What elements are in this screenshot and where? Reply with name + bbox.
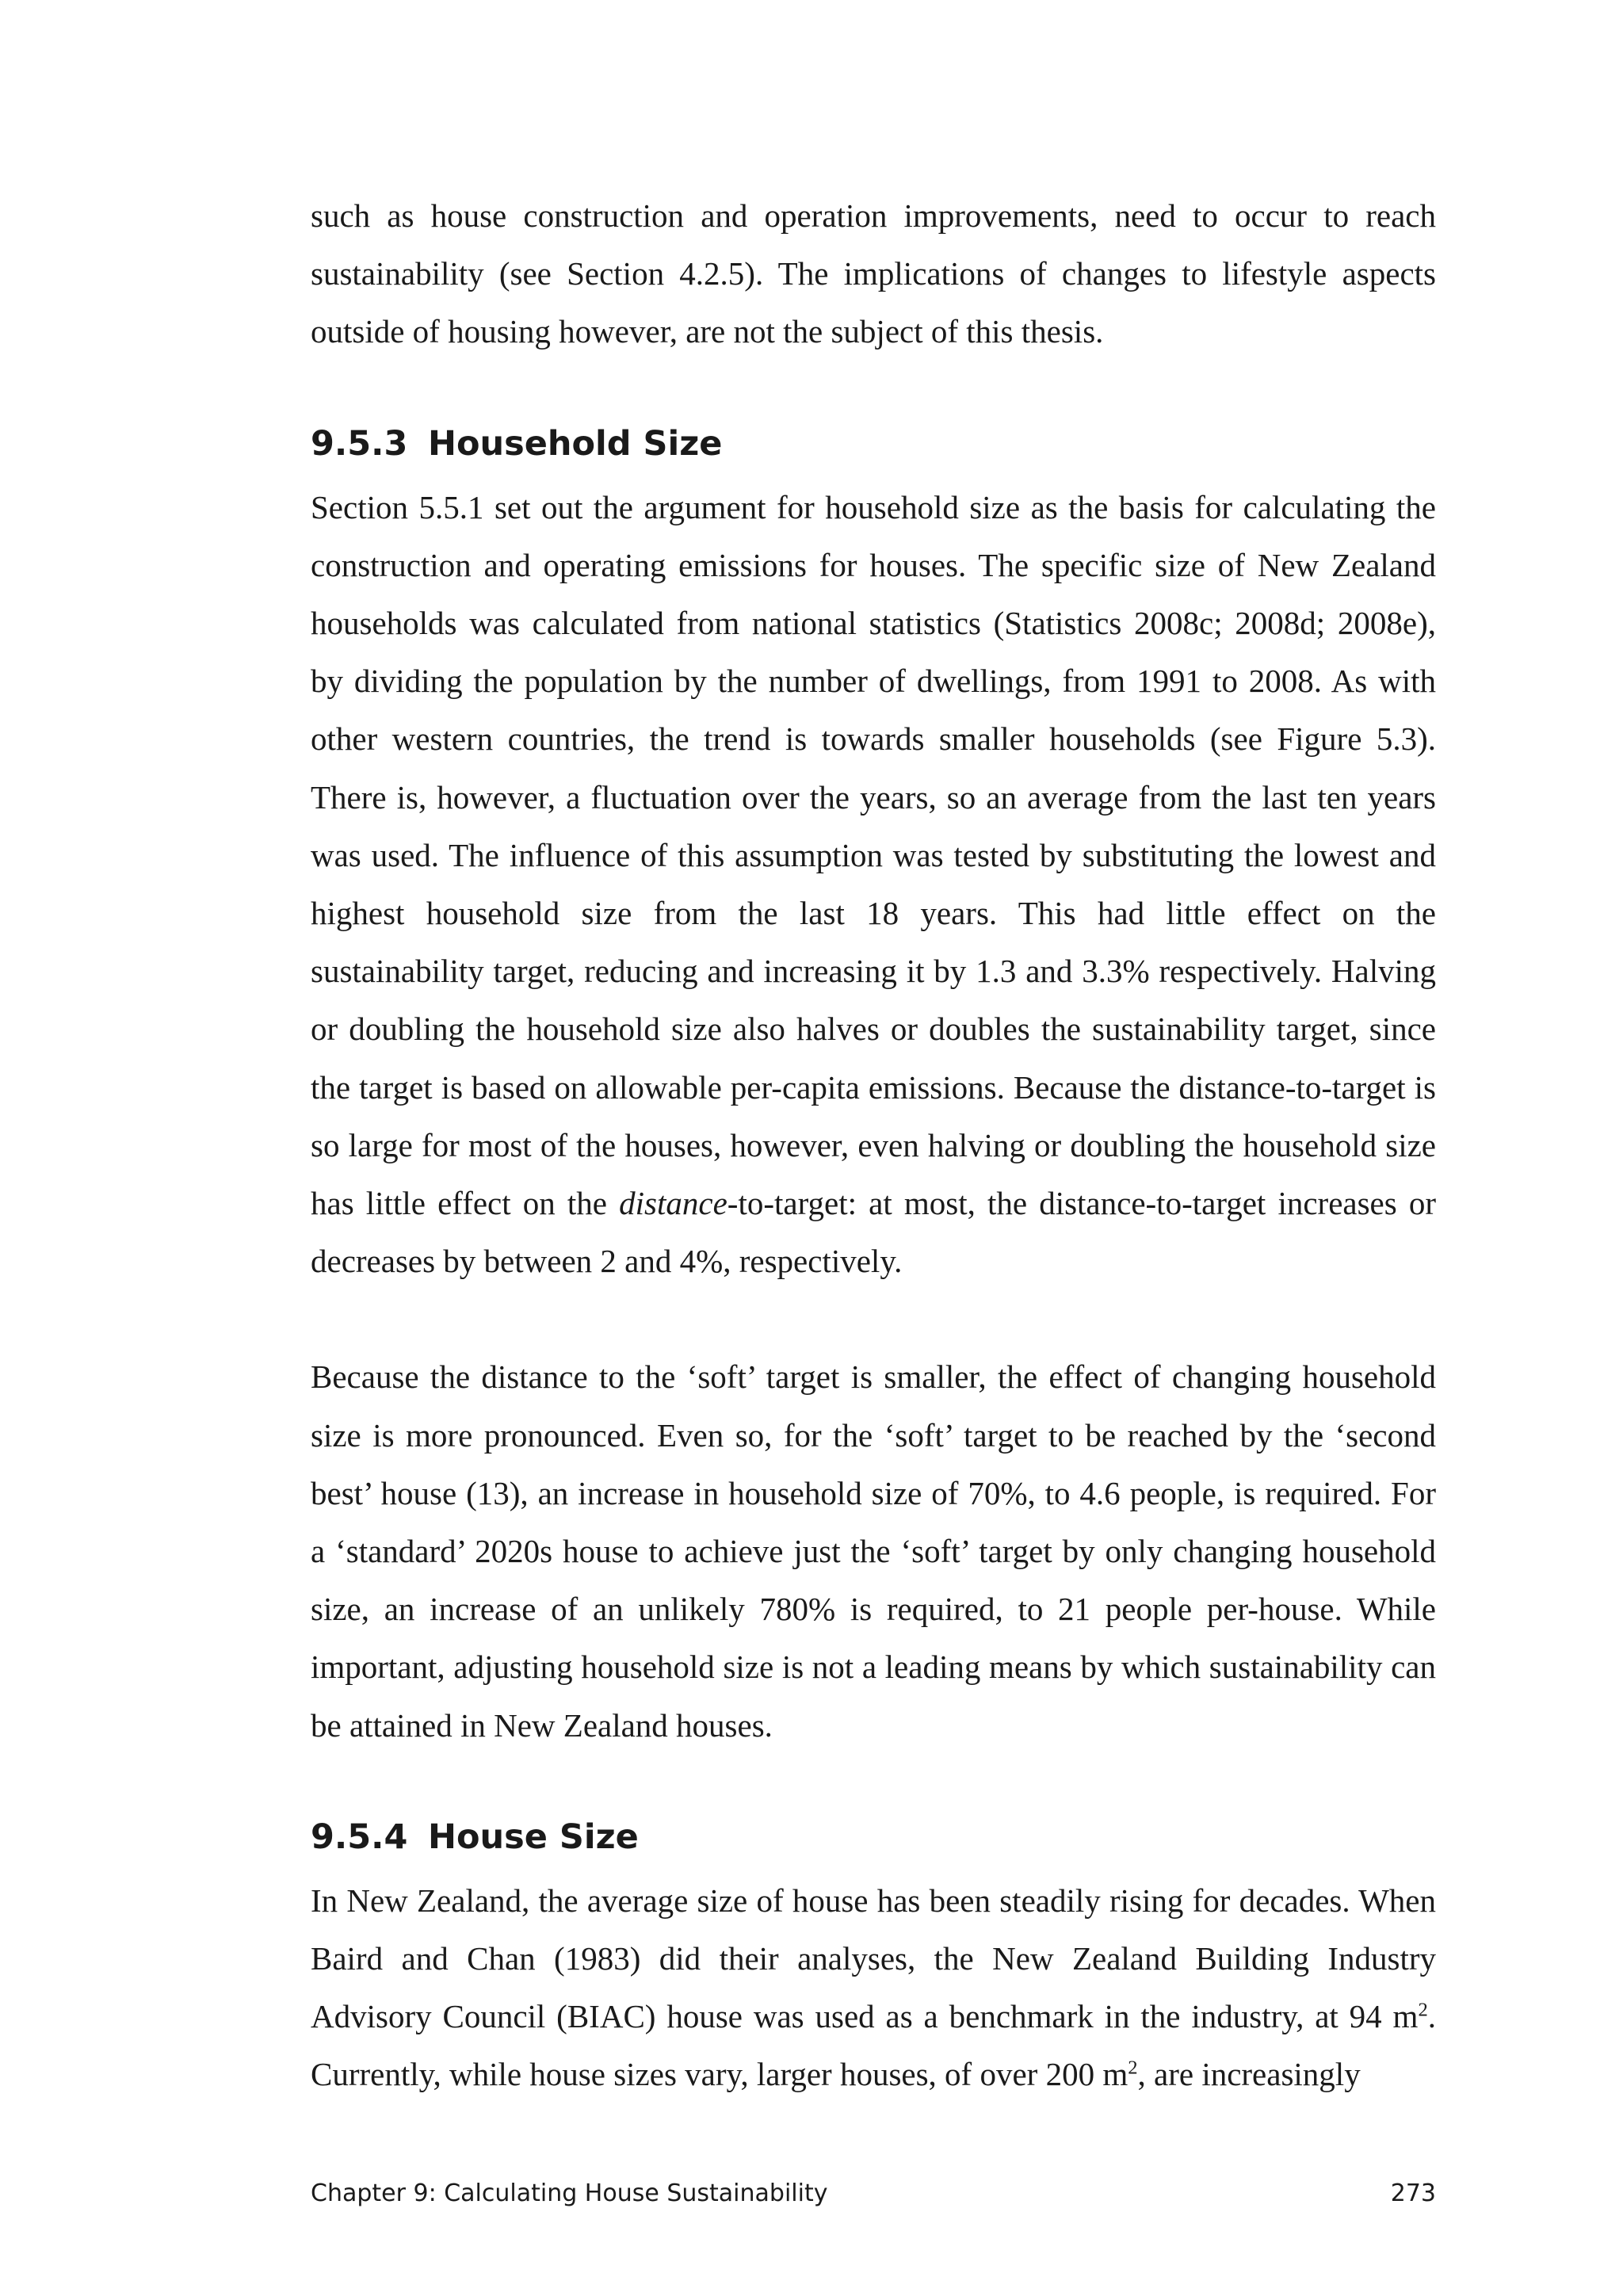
superscript: 2 <box>1128 2057 1138 2079</box>
paragraph-household-size <box>311 479 1436 1291</box>
paragraph-house-size <box>311 1872 1436 2104</box>
paragraph-soft-target: Because the distance to the ‘soft’ target is smaller, the effect of changing household size is more pronounced. Even so, for the ‘soft’ target to be reached by the ‘second best’ house (13), an increase in household size of 70%, to 4.6 people, is required. For a ‘standard’ 2020s house to achieve just the ‘soft’ target by only changing household size, an increase of an unlikely 780% is required, to 21 people per-house. While important, adjusting household size is not a leading means by which sustainability can be attained in New Zealand houses. <box>311 1358 1436 1744</box>
footer-chapter-title: Chapter 9: Calculating House Sustainability <box>311 2179 828 2207</box>
paragraph-text: . Currently, while house sizes vary, larger houses, of over 200 m <box>311 1998 1436 2093</box>
paragraph-text: Section 5.5.1 set out the argument for household size as the basis for calculating the construction and operating emissions for houses. The specific size of New Zealand households was calculated from national statistics (Statistics 2008c; 2008d; 2008e), by dividing the population by the number of dwellings, from 1991 to 2008. As with other western countries, the trend is towards smaller households (see Figure 5.3). There is, however, a fluctuation over the years, so an average from the last ten years was used. The influence of this assumption was tested by substituting the lowest and highest household size from the last 18 years. This had little effect on the sustainability target, reducing and increasing it by 1.3 and 3.3% respectively. Halving or doubling the household size also halves or doubles the sustainability target, since the target is based on allowable per-capita emissions. Because the distance-to-target is so large for most of the houses, however, even halving or doubling the household size has little effect on the <box>311 488 1436 1222</box>
page-number: 273 <box>1390 2179 1436 2207</box>
section-title: Household Size <box>428 423 723 464</box>
page-footer <box>311 2178 1436 2210</box>
section-title: House Size <box>428 1817 639 1857</box>
paragraph-lifestyle: such as house construction and operation improvements, need to occur to reach sustainability (see Section 4.2.5). The implications of changes to lifestyle aspects outside of housing however, are not the subject of this thesis. <box>311 197 1436 350</box>
section-number: 9.5.3 <box>311 423 408 464</box>
section-number: 9.5.4 <box>311 1817 408 1857</box>
section-heading-household-size <box>311 420 1436 468</box>
superscript: 2 <box>1418 1999 1428 2021</box>
emphasis-text: distance <box>619 1185 727 1222</box>
paragraph-text: In New Zealand, the average size of house has been steadily rising for decades. When Baird and Chan (1983) did their analyses, the New Zealand Building Industry Advisory Council (BIAC) house was used as a benchmark in the industry, at 94 m <box>311 1881 1436 2035</box>
page-body <box>311 187 1436 2104</box>
paragraph-text: -to-target: at most, the distance-to-target increases or decreases by between 2 and 4%, respectively. <box>311 1185 1436 1280</box>
paragraph-text: , are increasingly <box>1137 2056 1361 2093</box>
section-heading-house-size <box>311 1813 1436 1861</box>
